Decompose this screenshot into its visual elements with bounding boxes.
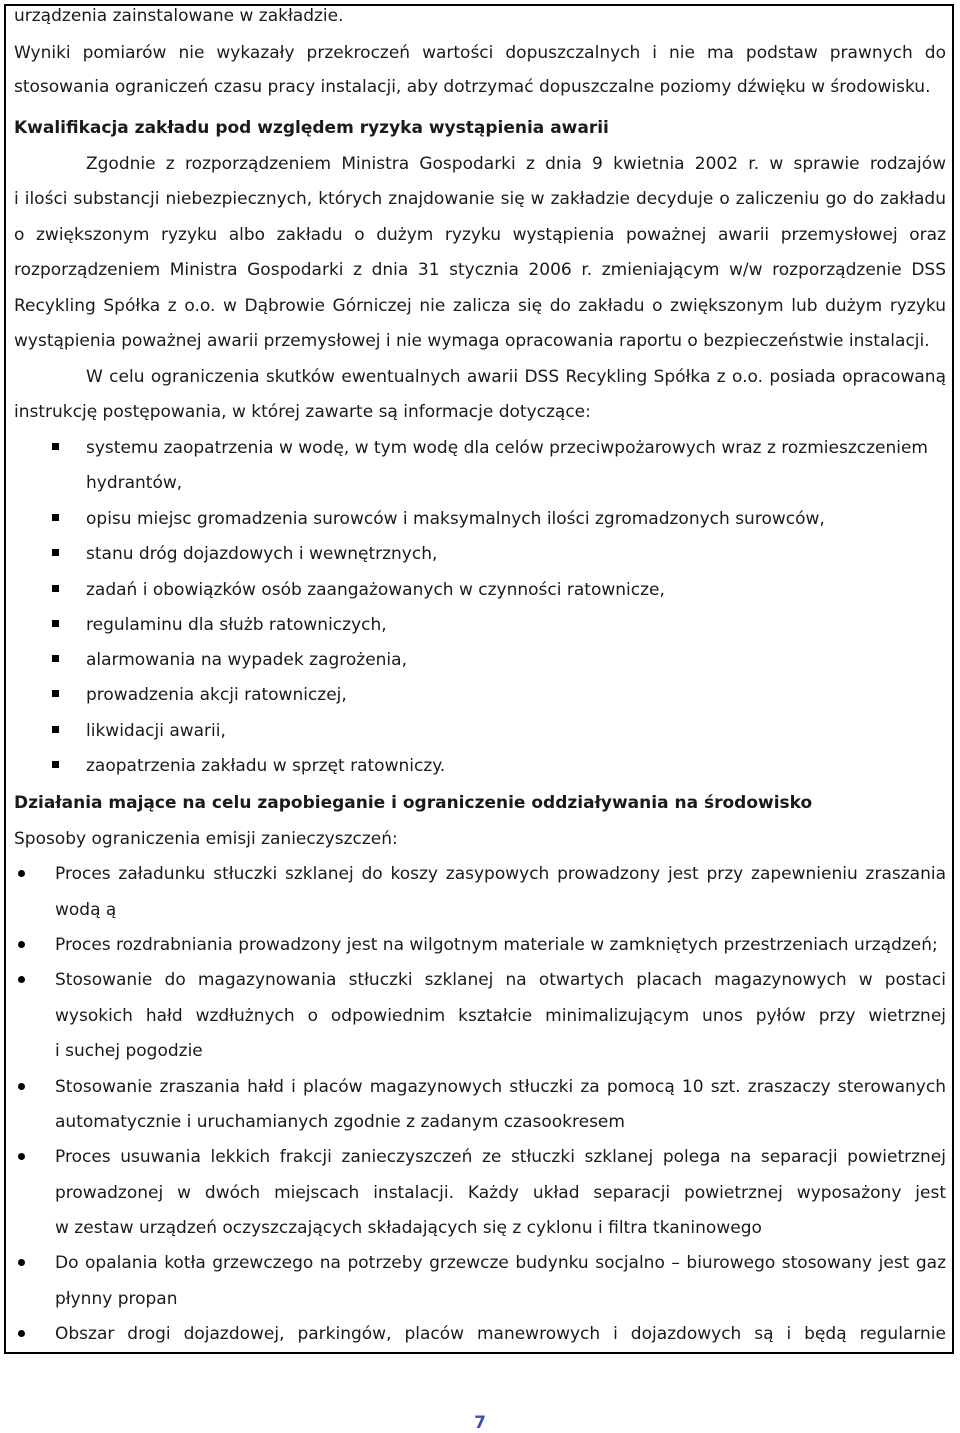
list-item: opisu miejsc gromadzenia surowców i maksymalnych ilości zgromadzonych surowców, [86,509,825,529]
square-bullet-icon [52,655,59,662]
list-item: płynny propan [55,1289,178,1309]
square-bullet-icon [52,585,59,592]
page-number: 7 [474,1413,486,1433]
square-bullet-icon [52,443,59,450]
text-line: Wyniki pomiarów nie wykazały przekroczeń wartości dopuszczalnych i nie ma podstaw prawnych do [14,43,946,63]
round-bullet-icon [18,1153,25,1160]
list-item: Do opalania kotła grzewczego na potrzeby grzewcze budynku socjalno – biurowego stosowany jest gaz [55,1253,946,1273]
list-item: systemu zaopatrzenia w wodę, w tym wodę dla celów przeciwpożarowych wraz z rozmieszczeniem [86,438,928,458]
square-bullet-icon [52,549,59,556]
list-item: i suchej pogodzie [55,1041,203,1061]
list-item: Proces usuwania lekkich frakcji zanieczyszczeń ze stłuczki szklanej polega na separacji powietrznej [55,1147,946,1167]
square-bullet-icon [52,690,59,697]
round-bullet-icon [18,870,25,877]
list-item: wodą ą [55,900,117,920]
text-line: i ilości substancji niebezpiecznych, których znajdowanie się w zakładzie decyduje o zaliczeniu go do zakładu [14,189,946,209]
list-item: Proces załadunku stłuczki szklanej do koszy zasypowych prowadzony jest przy zapewnieniu zraszania [55,864,946,884]
list-item: likwidacji awarii, [86,721,226,741]
list-item: Proces rozdrabniania prowadzony jest na wilgotnym materiale w zamkniętych przestrzeniach urządzeń; [55,935,938,955]
round-bullet-icon [18,1330,25,1337]
list-item: Obszar drogi dojazdowej, parkingów, placów manewrowych i dojazdowych są i będą regularnie [55,1324,946,1344]
list-item: regulaminu dla służb ratowniczych, [86,615,387,635]
list-item: prowadzonej w dwóch miejscach instalacji. Każdy układ separacji powietrznej wyposażony jest [55,1183,946,1203]
text-line: o zwiększonym ryzyku albo zakładu o dużym ryzyku wystąpienia poważnej awarii przemysłowej oraz [14,225,946,245]
list-item: Stosowanie do magazynowania stłuczki szklanej na otwartych placach magazynowych w postaci [55,970,946,990]
text-line: W celu ograniczenia skutków ewentualnych awarii DSS Recykling Spółka z o.o. posiada opracowaną [86,367,946,387]
text-line: Recykling Spółka z o.o. w Dąbrowie Górniczej nie zalicza się do zakładu o zwiększonym lub dużym ryzyku [14,296,946,316]
round-bullet-icon [18,976,25,983]
list-item: zaopatrzenia zakładu w sprzęt ratowniczy. [86,756,446,776]
round-bullet-icon [18,941,25,948]
text-line: Zgodnie z rozporządzeniem Ministra Gospodarki z dnia 9 kwietnia 2002 r. w sprawie rodzajów [86,154,946,174]
square-bullet-icon [52,761,59,768]
text-line: stosowania ograniczeń czasu pracy instalacji, aby dotrzymać dopuszczalne poziomy dźwięku w środowisku. [14,77,931,97]
list-item: Stosowanie zraszania hałd i placów magazynowych stłuczki za pomocą 10 szt. zraszaczy sterowanych [55,1077,946,1097]
square-bullet-icon [52,620,59,627]
text-line: Sposoby ograniczenia emisji zanieczyszczeń: [14,829,398,849]
text-line: urządzenia zainstalowane w zakładzie. [14,6,344,26]
list-item: zadań i obowiązków osób zaangażowanych w czynności ratownicze, [86,580,665,600]
list-item: prowadzenia akcji ratowniczej, [86,685,347,705]
square-bullet-icon [52,514,59,521]
square-bullet-icon [52,726,59,733]
list-item: automatycznie i uruchamianych zgodnie z zadanym czasookresem [55,1112,625,1132]
text-line: instrukcję postępowania, w której zawarte są informacje dotyczące: [14,402,591,422]
section-heading: Kwalifikacja zakładu pod względem ryzyka wystąpienia awarii [14,118,609,138]
list-item: alarmowania na wypadek zagrożenia, [86,650,407,670]
text-line: wystąpienia poważnej awarii przemysłowej i nie wymaga opracowania raportu o bezpieczeństwie instalacji. [14,331,930,351]
list-item: wysokich hałd wzdłużnych o odpowiednim kształcie minimalizującym unos pyłów przy wietrznej [55,1006,946,1026]
section-heading: Działania mające na celu zapobieganie i ograniczenie oddziaływania na środowisko [14,793,813,813]
list-item: hydrantów, [86,473,183,493]
round-bullet-icon [18,1259,25,1266]
list-item: stanu dróg dojazdowych i wewnętrznych, [86,544,438,564]
list-item: w zestaw urządzeń oczyszczających składających się z cyklonu i filtra tkaninowego [55,1218,762,1238]
round-bullet-icon [18,1083,25,1090]
text-line: rozporządzeniem Ministra Gospodarki z dnia 31 stycznia 2006 r. zmieniającym w/w rozporządzenie DSS [14,260,946,280]
